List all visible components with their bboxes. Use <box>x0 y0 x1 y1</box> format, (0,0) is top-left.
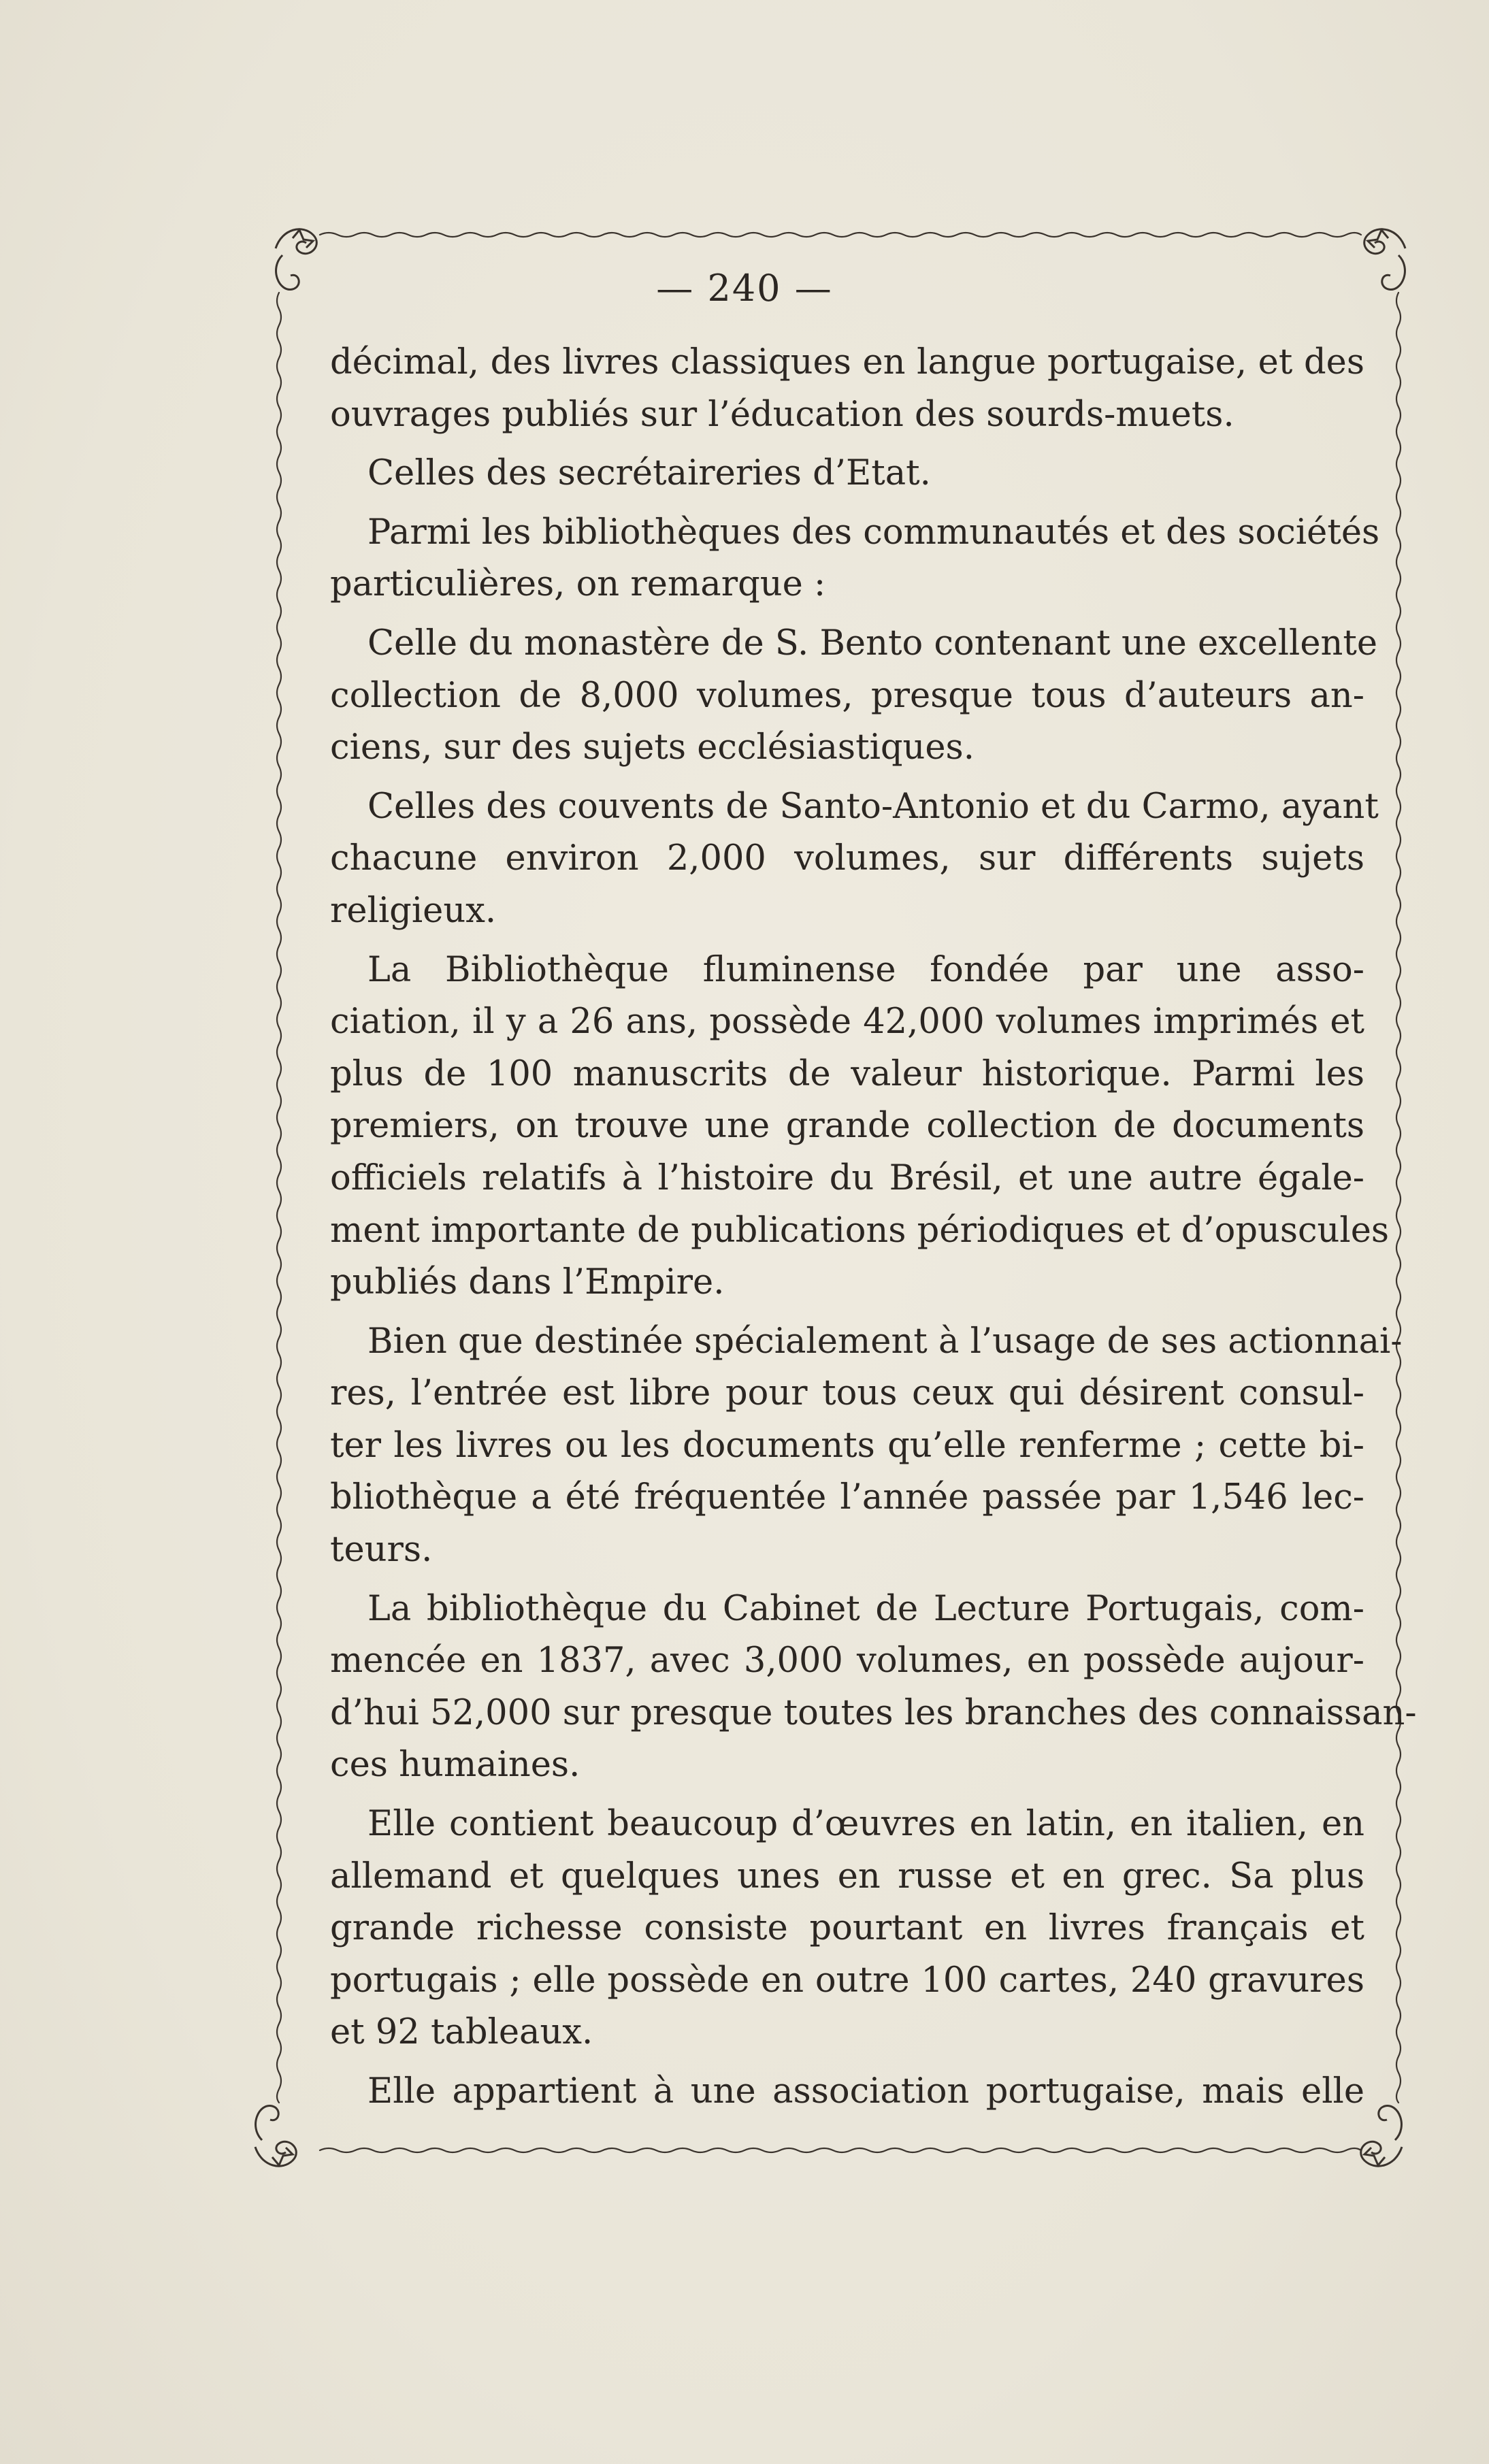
text-line: premiers, on trouve une grande collection de documents <box>330 1106 1364 1147</box>
text-line: d’hui 52,000 sur presque toutes les branches des connaissan- <box>330 1692 1417 1733</box>
text-line: et 92 tableaux. <box>330 2012 593 2053</box>
paragraph <box>330 1798 1364 2059</box>
text-line: ouvrages publiés sur l’éducation des sourds-muets. <box>330 394 1234 435</box>
paragraph <box>330 944 1390 1309</box>
text-line: La bibliothèque du Cabinet de Lecture Portugais, com- <box>367 1588 1364 1629</box>
text-line: ces humaines. <box>330 1745 580 1786</box>
text-line: décimal, des livres classiques en langue portugaise, et des <box>330 342 1364 382</box>
fleuron-icon <box>1361 2106 1402 2167</box>
text-line: officiels relatifs à l’histoire du Brésil, et une autre égale- <box>330 1157 1364 1198</box>
text-line: mencée en 1837, avec 3,000 volumes, en possède aujour- <box>330 1641 1364 1681</box>
text-line: res, l’entrée est libre pour tous ceux qui désirent consul- <box>330 1373 1364 1414</box>
bottom-wave-rule <box>320 2148 1361 2152</box>
paragraph <box>330 1583 1417 1792</box>
text-line: Elle appartient à une association portugaise, mais elle <box>367 2071 1364 2112</box>
text-line: chacune environ 2,000 volumes, sur différents sujets <box>330 838 1364 879</box>
text-line: Elle contient beaucoup d’œuvres en latin, en italien, en <box>367 1804 1364 1845</box>
text-line: portugais ; elle possède en outre 100 cartes, 240 gravures <box>330 1960 1364 2001</box>
text-line: ciens, sur des sujets ecclésiastiques. <box>330 727 975 768</box>
paragraph <box>330 448 1364 500</box>
top-wave-rule <box>320 233 1361 237</box>
body-text <box>330 337 1417 2118</box>
text-line: Celles des secrétaireries d’Etat. <box>367 453 931 494</box>
text-line: ciation, il y a 26 ans, possède 42,000 volumes imprimés et <box>330 1002 1364 1042</box>
text-line: particulières, on remarque : <box>330 564 826 605</box>
text-line: La Bibliothèque fluminense fondée par une asso- <box>367 949 1364 990</box>
text-line: Celle du monastère de S. Bento contenant une excellente <box>367 623 1378 663</box>
paragraph <box>330 1316 1403 1577</box>
page-number: — 240 — <box>656 267 833 310</box>
right-wave-rule <box>1396 293 1401 2103</box>
text-line: grande richesse consiste pourtant en livres français et <box>330 1908 1364 1949</box>
text-line: plus de 100 manuscrits de valeur historique. Parmi les <box>330 1053 1364 1094</box>
left-wave-rule <box>277 293 281 2103</box>
text-line: Bien que destinée spécialement à l’usage de ses actionnai- <box>367 1321 1403 1362</box>
text-line: ter les livres ou les documents qu’elle renferme ; cette bi- <box>330 1425 1364 1466</box>
paragraph <box>330 781 1379 938</box>
text-line: teurs. <box>330 1530 433 1571</box>
text-line: ment importante de publications périodiques et d’opuscules <box>330 1210 1390 1251</box>
text-line: bliothèque a été fréquentée l’année passée par 1,546 lec- <box>330 1477 1364 1518</box>
fleuron-icon <box>255 2106 296 2167</box>
text-line: allemand et quelques unes en russe et en grec. Sa plus <box>330 1856 1364 1896</box>
text-line: Parmi les bibliothèques des communautés et des sociétés <box>367 512 1380 553</box>
paragraph <box>330 507 1380 611</box>
paragraph <box>330 618 1378 774</box>
paragraph <box>330 2066 1364 2118</box>
text-line: publiés dans l’Empire. <box>330 1262 725 1303</box>
paragraph <box>330 337 1364 441</box>
text-line: collection de 8,000 volumes, presque tous d’auteurs an- <box>330 675 1364 716</box>
text-line: Celles des couvents de Santo-Antonio et du Carmo, ayant <box>367 786 1379 827</box>
text-line: religieux. <box>330 890 497 931</box>
